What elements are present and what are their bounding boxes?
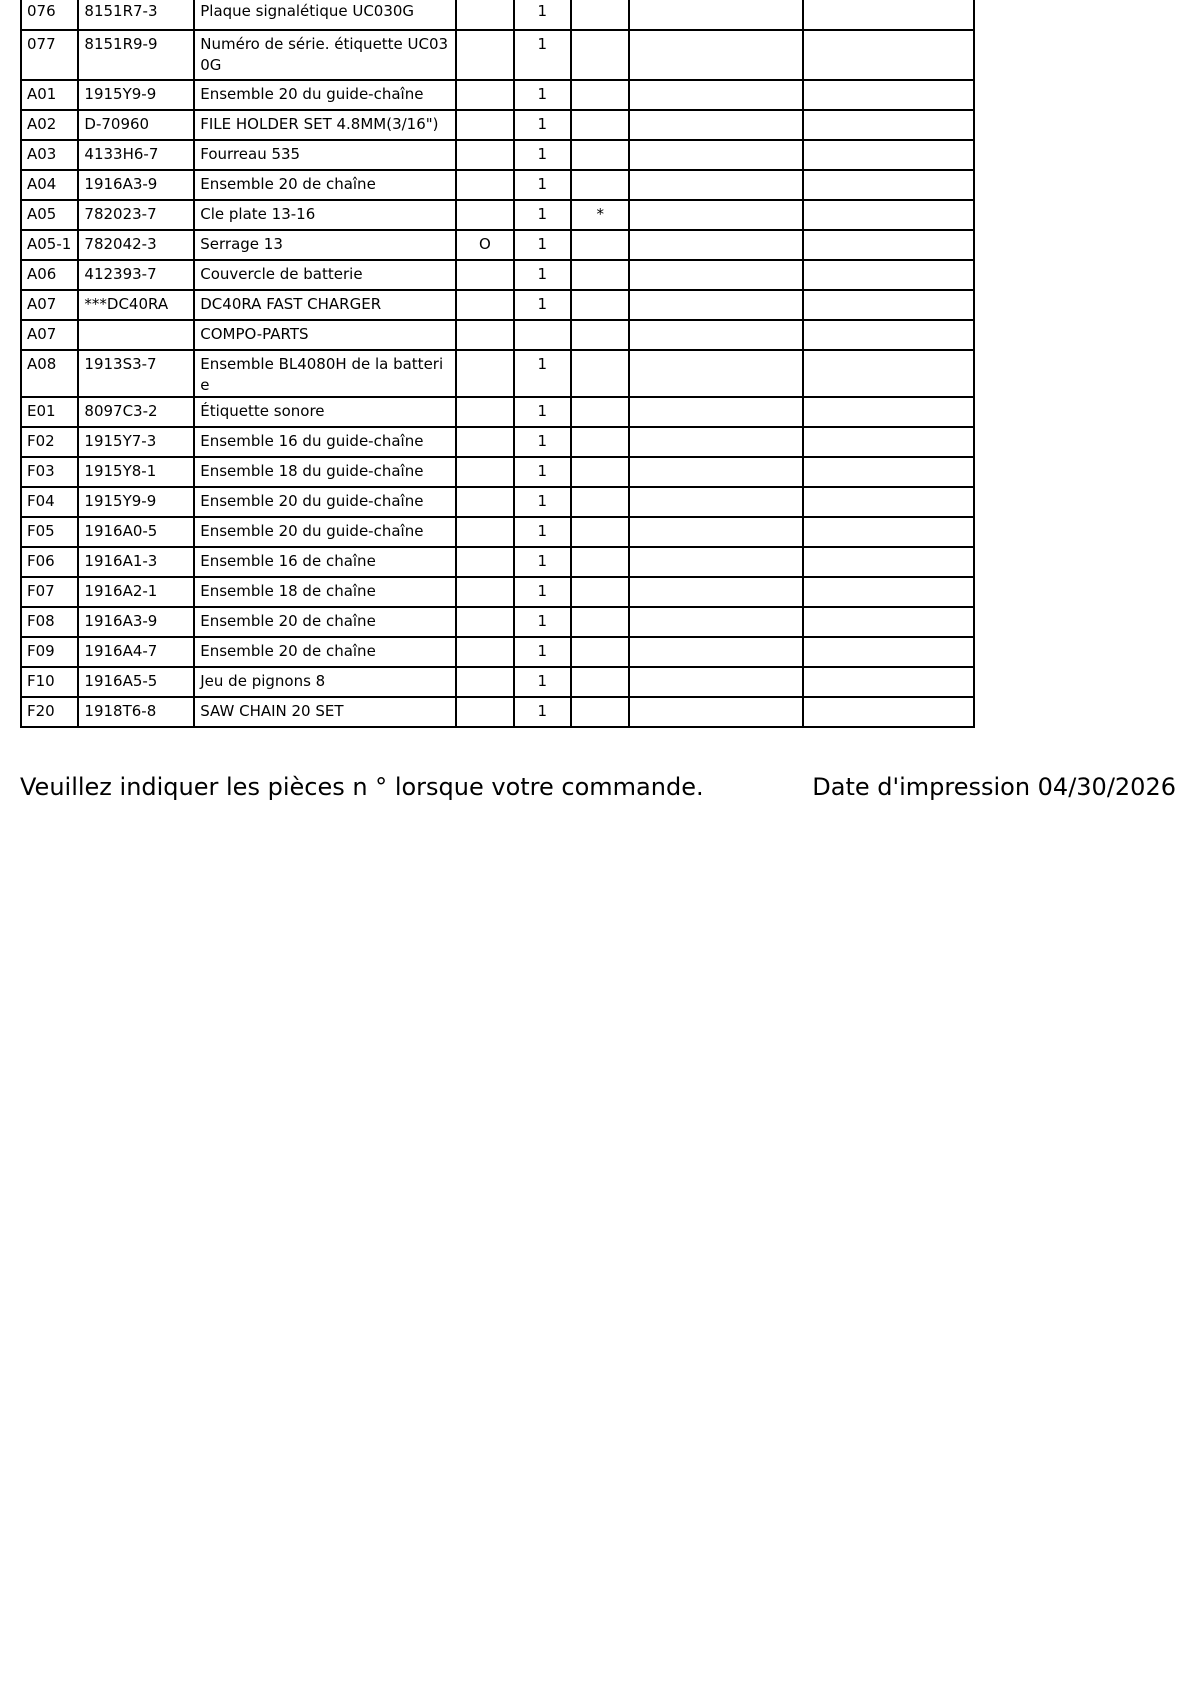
cell-description: Ensemble 16 de chaîne: [194, 547, 456, 577]
cell-item-number: A05-1: [21, 230, 78, 260]
cell-item-number: A08: [21, 350, 78, 397]
cell-item-number: A06: [21, 260, 78, 290]
table-row: [21, 200, 974, 230]
cell-part-number: 1916A5-5: [78, 667, 194, 697]
cell-marker: [456, 110, 513, 140]
table-row: [21, 140, 974, 170]
table-row: [21, 637, 974, 667]
cell-note: [571, 577, 629, 607]
cell-note: [571, 397, 629, 427]
cell-description: Plaque signalétique UC030G: [194, 0, 456, 30]
cell-marker: [456, 200, 513, 230]
cell-quantity: 1: [514, 200, 571, 230]
cell-item-number: F02: [21, 427, 78, 457]
cell-item-number: F03: [21, 457, 78, 487]
cell-note: [571, 427, 629, 457]
cell-description: Ensemble 20 du guide-chaîne: [194, 517, 456, 547]
cell-item-number: F08: [21, 607, 78, 637]
cell-quantity: 1: [514, 697, 571, 727]
cell-note: [571, 110, 629, 140]
cell-note: [571, 320, 629, 350]
cell-marker: [456, 517, 513, 547]
cell-part-number: 1915Y8-1: [78, 457, 194, 487]
cell-part-number: 782023-7: [78, 200, 194, 230]
cell-blank-2: [803, 667, 974, 697]
cell-blank-2: [803, 350, 974, 397]
cell-blank-1: [629, 80, 802, 110]
cell-description: Fourreau 535: [194, 140, 456, 170]
table-row: [21, 350, 974, 397]
cell-blank-1: [629, 320, 802, 350]
cell-quantity: 1: [514, 230, 571, 260]
table-row: [21, 667, 974, 697]
cell-description: Jeu de pignons 8: [194, 667, 456, 697]
cell-marker: [456, 290, 513, 320]
cell-description: Ensemble 20 de chaîne: [194, 637, 456, 667]
cell-quantity: 1: [514, 607, 571, 637]
cell-item-number: A07: [21, 320, 78, 350]
cell-blank-1: [629, 350, 802, 397]
table-row: [21, 80, 974, 110]
cell-part-number: 8151R9-9: [78, 30, 194, 80]
cell-description: Ensemble 18 de chaîne: [194, 577, 456, 607]
table-row: [21, 427, 974, 457]
cell-description: Ensemble BL4080H de la batterie: [194, 350, 456, 397]
table-row: [21, 170, 974, 200]
cell-blank-1: [629, 697, 802, 727]
cell-description: Couvercle de batterie: [194, 260, 456, 290]
cell-part-number: D-70960: [78, 110, 194, 140]
cell-blank-2: [803, 230, 974, 260]
cell-quantity: 1: [514, 487, 571, 517]
cell-quantity: [514, 320, 571, 350]
cell-blank-1: [629, 487, 802, 517]
cell-note: [571, 547, 629, 577]
cell-part-number: 1916A3-9: [78, 170, 194, 200]
cell-marker: [456, 397, 513, 427]
cell-item-number: F07: [21, 577, 78, 607]
cell-note: [571, 290, 629, 320]
cell-quantity: 1: [514, 0, 571, 30]
cell-marker: [456, 30, 513, 80]
cell-note: [571, 350, 629, 397]
cell-part-number: 4133H6-7: [78, 140, 194, 170]
cell-marker: [456, 487, 513, 517]
cell-description: Ensemble 20 du guide-chaîne: [194, 80, 456, 110]
cell-part-number: 1916A1-3: [78, 547, 194, 577]
cell-item-number: F10: [21, 667, 78, 697]
cell-item-number: A07: [21, 290, 78, 320]
cell-description: COMPO-PARTS: [194, 320, 456, 350]
cell-quantity: 1: [514, 30, 571, 80]
cell-part-number: 1915Y7-3: [78, 427, 194, 457]
cell-item-number: F20: [21, 697, 78, 727]
cell-item-number: F09: [21, 637, 78, 667]
cell-part-number: 782042-3: [78, 230, 194, 260]
cell-quantity: 1: [514, 517, 571, 547]
cell-blank-1: [629, 457, 802, 487]
cell-description: SAW CHAIN 20 SET: [194, 697, 456, 727]
cell-quantity: 1: [514, 547, 571, 577]
cell-quantity: 1: [514, 397, 571, 427]
cell-description: Étiquette sonore: [194, 397, 456, 427]
cell-description: Ensemble 20 de chaîne: [194, 170, 456, 200]
table-row: [21, 260, 974, 290]
cell-marker: [456, 350, 513, 397]
cell-note: [571, 0, 629, 30]
cell-blank-1: [629, 577, 802, 607]
cell-part-number: 1918T6-8: [78, 697, 194, 727]
cell-quantity: 1: [514, 667, 571, 697]
cell-blank-1: [629, 607, 802, 637]
cell-part-number: 1916A0-5: [78, 517, 194, 547]
cell-marker: [456, 0, 513, 30]
cell-item-number: A02: [21, 110, 78, 140]
cell-note: [571, 487, 629, 517]
cell-note: *: [571, 200, 629, 230]
cell-blank-1: [629, 110, 802, 140]
table-row: [21, 397, 974, 427]
cell-blank-2: [803, 30, 974, 80]
cell-marker: [456, 577, 513, 607]
cell-blank-1: [629, 637, 802, 667]
cell-item-number: F05: [21, 517, 78, 547]
cell-note: [571, 607, 629, 637]
cell-description: Serrage 13: [194, 230, 456, 260]
cell-quantity: 1: [514, 110, 571, 140]
cell-description: Ensemble 16 du guide-chaîne: [194, 427, 456, 457]
cell-quantity: 1: [514, 577, 571, 607]
cell-blank-2: [803, 607, 974, 637]
cell-marker: [456, 667, 513, 697]
cell-blank-2: [803, 290, 974, 320]
cell-blank-2: [803, 427, 974, 457]
cell-quantity: 1: [514, 290, 571, 320]
cell-blank-2: [803, 397, 974, 427]
cell-note: [571, 637, 629, 667]
cell-blank-2: [803, 170, 974, 200]
cell-blank-2: [803, 110, 974, 140]
cell-blank-2: [803, 547, 974, 577]
table-row: [21, 697, 974, 727]
cell-blank-1: [629, 30, 802, 80]
cell-part-number: [78, 320, 194, 350]
cell-blank-2: [803, 637, 974, 667]
cell-marker: [456, 320, 513, 350]
parts-table: [20, 0, 975, 728]
cell-marker: [456, 607, 513, 637]
cell-blank-2: [803, 200, 974, 230]
cell-item-number: A03: [21, 140, 78, 170]
cell-marker: [456, 80, 513, 110]
cell-note: [571, 170, 629, 200]
cell-blank-1: [629, 427, 802, 457]
cell-description: Numéro de série. étiquette UC030G: [194, 30, 456, 80]
table-row: [21, 607, 974, 637]
cell-part-number: 1916A3-9: [78, 607, 194, 637]
cell-blank-1: [629, 140, 802, 170]
cell-note: [571, 667, 629, 697]
parts-table-body: [21, 0, 974, 727]
cell-description: Cle plate 13-16: [194, 200, 456, 230]
cell-item-number: F06: [21, 547, 78, 577]
cell-blank-1: [629, 260, 802, 290]
cell-blank-2: [803, 457, 974, 487]
cell-quantity: 1: [514, 637, 571, 667]
cell-blank-1: [629, 397, 802, 427]
cell-note: [571, 30, 629, 80]
cell-item-number: 077: [21, 30, 78, 80]
cell-description: Ensemble 20 du guide-chaîne: [194, 487, 456, 517]
cell-description: DC40RA FAST CHARGER: [194, 290, 456, 320]
cell-quantity: 1: [514, 80, 571, 110]
cell-blank-2: [803, 577, 974, 607]
cell-blank-1: [629, 0, 802, 30]
table-row: [21, 230, 974, 260]
cell-marker: [456, 637, 513, 667]
cell-blank-2: [803, 140, 974, 170]
table-row: [21, 320, 974, 350]
table-row: [21, 547, 974, 577]
cell-quantity: 1: [514, 457, 571, 487]
cell-blank-1: [629, 230, 802, 260]
cell-marker: [456, 547, 513, 577]
cell-blank-2: [803, 487, 974, 517]
cell-blank-1: [629, 547, 802, 577]
cell-part-number: 1915Y9-9: [78, 487, 194, 517]
cell-item-number: E01: [21, 397, 78, 427]
cell-marker: [456, 140, 513, 170]
cell-part-number: 1916A4-7: [78, 637, 194, 667]
cell-part-number: 1913S3-7: [78, 350, 194, 397]
table-row: [21, 457, 974, 487]
cell-part-number: 1916A2-1: [78, 577, 194, 607]
cell-part-number: 412393-7: [78, 260, 194, 290]
cell-part-number: 1915Y9-9: [78, 80, 194, 110]
table-row: [21, 110, 974, 140]
cell-blank-1: [629, 517, 802, 547]
cell-quantity: 1: [514, 140, 571, 170]
cell-description: Ensemble 20 de chaîne: [194, 607, 456, 637]
cell-marker: [456, 260, 513, 290]
cell-blank-2: [803, 697, 974, 727]
cell-description: Ensemble 18 du guide-chaîne: [194, 457, 456, 487]
cell-marker: [456, 170, 513, 200]
cell-blank-1: [629, 667, 802, 697]
cell-blank-1: [629, 170, 802, 200]
cell-part-number: 8151R7-3: [78, 0, 194, 30]
cell-note: [571, 230, 629, 260]
cell-blank-2: [803, 80, 974, 110]
cell-item-number: F04: [21, 487, 78, 517]
cell-quantity: 1: [514, 427, 571, 457]
cell-note: [571, 517, 629, 547]
table-row: [21, 30, 974, 80]
cell-note: [571, 80, 629, 110]
cell-note: [571, 457, 629, 487]
table-row: [21, 517, 974, 547]
cell-marker: [456, 457, 513, 487]
cell-note: [571, 697, 629, 727]
cell-item-number: A04: [21, 170, 78, 200]
cell-marker: O: [456, 230, 513, 260]
cell-blank-2: [803, 260, 974, 290]
cell-part-number: ***DC40RA: [78, 290, 194, 320]
cell-item-number: 076: [21, 0, 78, 30]
cell-note: [571, 140, 629, 170]
cell-note: [571, 260, 629, 290]
table-row: [21, 290, 974, 320]
table-row: [21, 487, 974, 517]
cell-item-number: A01: [21, 80, 78, 110]
print-date: Date d'impression 04/30/2026: [812, 773, 1176, 801]
cell-blank-2: [803, 0, 974, 30]
cell-quantity: 1: [514, 170, 571, 200]
cell-quantity: 1: [514, 350, 571, 397]
cell-blank-1: [629, 200, 802, 230]
cell-marker: [456, 697, 513, 727]
cell-blank-2: [803, 517, 974, 547]
cell-item-number: A05: [21, 200, 78, 230]
cell-blank-2: [803, 320, 974, 350]
table-row: [21, 577, 974, 607]
order-instruction-note: Veuillez indiquer les pièces n ° lorsque votre commande.: [20, 773, 704, 801]
cell-part-number: 8097C3-2: [78, 397, 194, 427]
cell-description: FILE HOLDER SET 4.8MM(3/16"): [194, 110, 456, 140]
cell-marker: [456, 427, 513, 457]
cell-quantity: 1: [514, 260, 571, 290]
cell-blank-1: [629, 290, 802, 320]
table-row: [21, 0, 974, 30]
